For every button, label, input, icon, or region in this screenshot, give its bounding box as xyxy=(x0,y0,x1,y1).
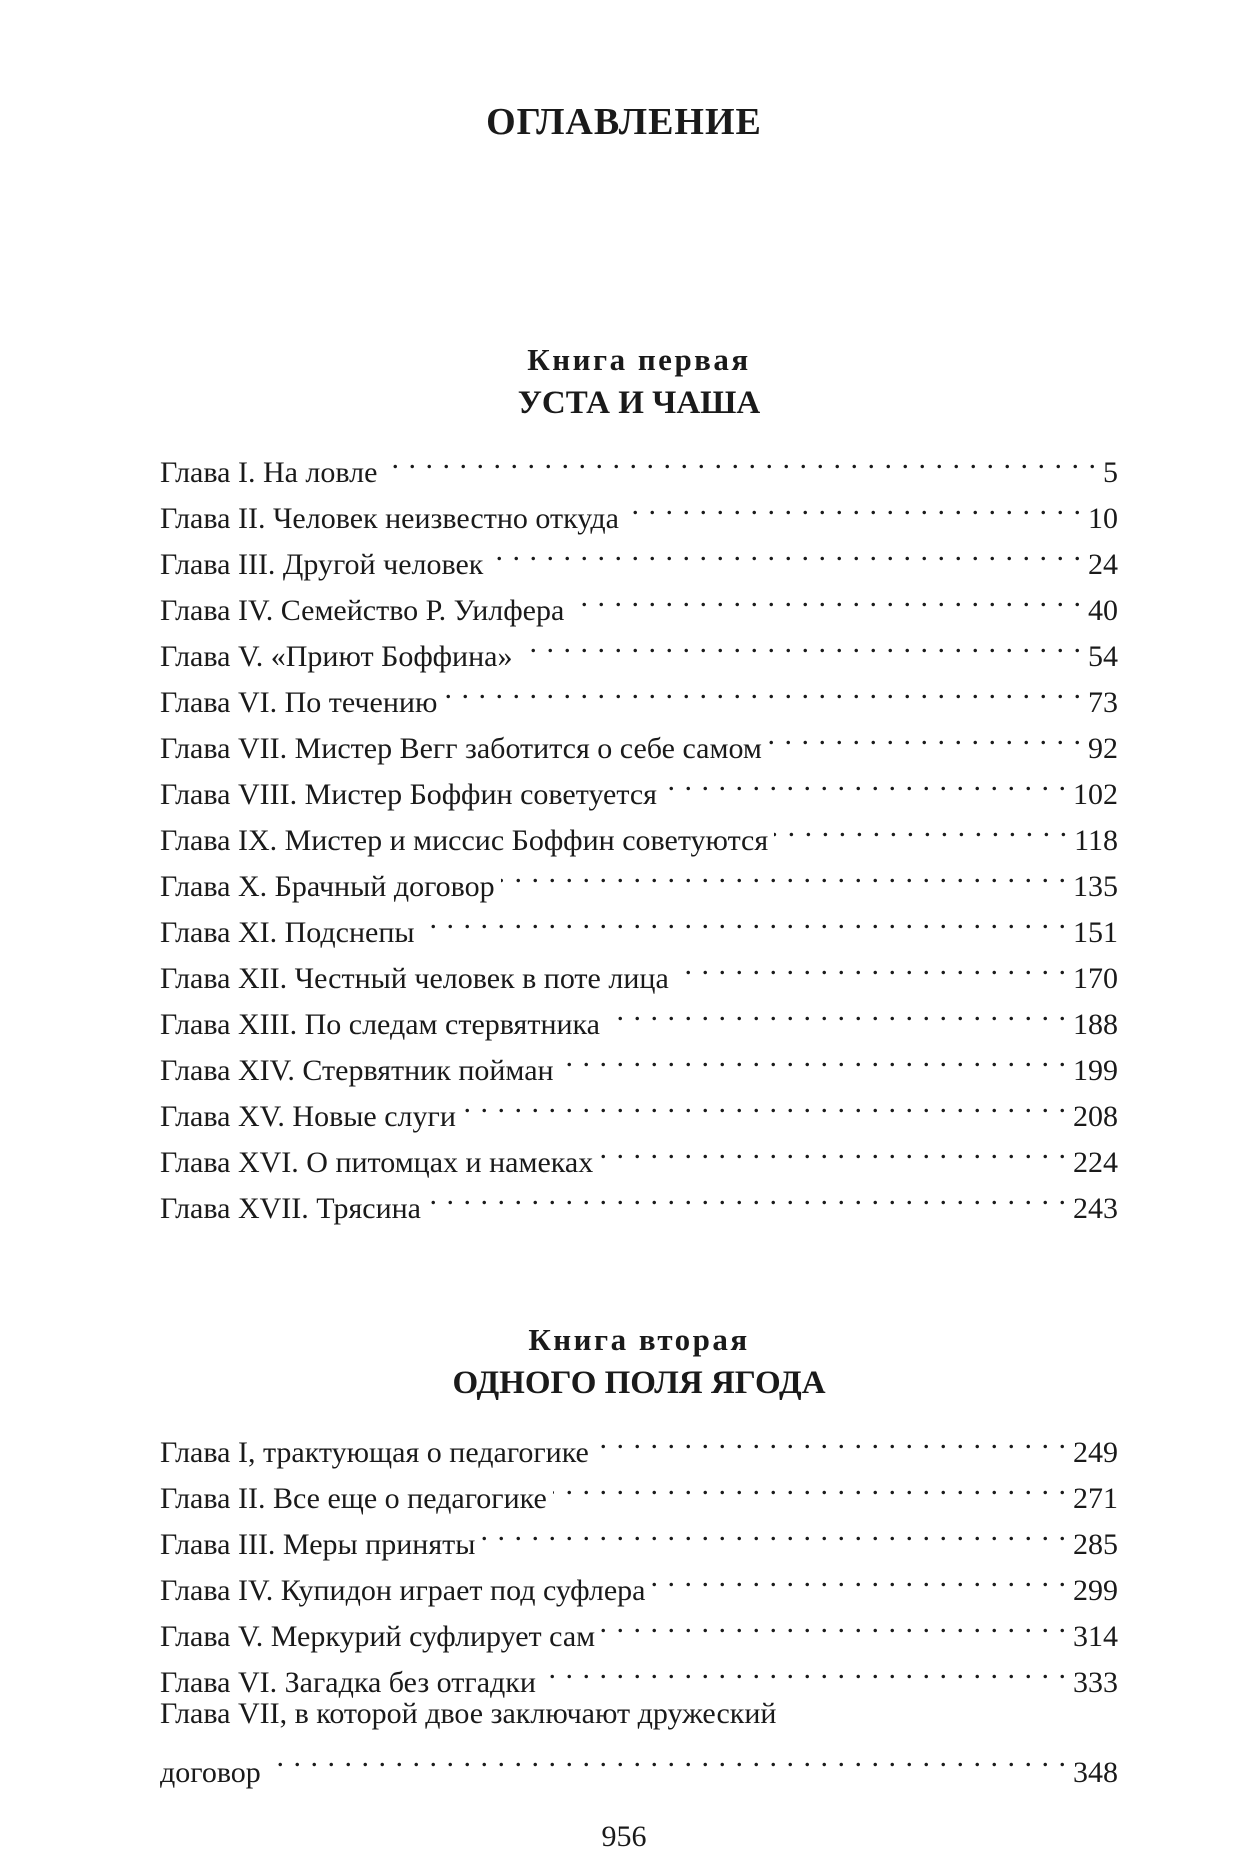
toc-entry[interactable] xyxy=(160,1416,1118,1469)
toc-entry-page: 299 xyxy=(1073,1574,1118,1607)
toc-entry-label: Глава III. Меры приняты xyxy=(160,1528,476,1561)
dot-leader xyxy=(427,1172,1067,1218)
toc-entry-label: Глава XVII. Трясина xyxy=(160,1192,421,1225)
dot-leader xyxy=(501,850,1067,896)
toc-entry-label: Глава V. «Приют Боффина» xyxy=(160,640,513,673)
toc-entry-label: Глава III. Другой человек xyxy=(160,548,484,581)
dot-leader xyxy=(570,574,1082,620)
dot-leader xyxy=(553,1462,1067,1508)
toc-entry-page: 271 xyxy=(1073,1482,1118,1515)
toc-entry-label: Глава IV. Купидон играет под суфлера xyxy=(160,1574,646,1607)
page-title: ОГЛАВЛЕНИЕ xyxy=(486,101,762,143)
toc-entry-label: Глава V. Меркурий суфлирует сам xyxy=(160,1620,596,1653)
dot-leader xyxy=(663,758,1067,804)
toc-entry-label: Глава I. На ловле xyxy=(160,456,378,489)
toc-entry-label: Глава VIII. Мистер Боффин советуется xyxy=(160,778,657,811)
dot-leader xyxy=(267,1736,1067,1782)
toc-entry-label: Глава VI. Загадка без отгадки xyxy=(160,1666,536,1699)
toc-entry-label: Глава VII, в которой двое заключают дружеский xyxy=(160,1697,777,1730)
toc-entry-page: 40 xyxy=(1088,594,1118,627)
dot-leader xyxy=(462,1080,1067,1126)
dot-leader xyxy=(774,804,1068,850)
toc-entry-page: 24 xyxy=(1088,548,1118,581)
toc-entry-page: 92 xyxy=(1088,732,1118,765)
toc-entry-label: Глава IV. Семейство Р. Уилфера xyxy=(160,594,565,627)
page-number: 956 xyxy=(601,1820,647,1853)
toc-entry-page: 135 xyxy=(1073,870,1118,903)
book-two-section xyxy=(160,1320,1118,1789)
toc-entry-label: Глава X. Брачный договор xyxy=(160,870,495,903)
toc-entry-label: Глава XIII. По следам стервятника xyxy=(160,1008,600,1041)
dot-leader xyxy=(383,436,1097,482)
toc-entry-page: 118 xyxy=(1074,824,1118,857)
dot-leader xyxy=(606,988,1067,1034)
toc-entry-page: 73 xyxy=(1088,686,1118,719)
dot-leader xyxy=(601,1600,1067,1646)
toc-entry-label: Глава II. Человек неизвестно откуда xyxy=(160,502,619,535)
dot-leader xyxy=(542,1646,1067,1692)
toc-entry-label: Глава XVI. О питомцах и намеках xyxy=(160,1146,594,1179)
toc-entry[interactable] xyxy=(160,1692,1118,1789)
dot-leader xyxy=(489,528,1082,574)
toc-entry-label: Глава XI. Подснепы xyxy=(160,916,415,949)
dot-leader xyxy=(595,1416,1067,1462)
toc-entry-page: 102 xyxy=(1073,778,1118,811)
dot-leader xyxy=(481,1508,1067,1554)
toc-entry-page: 224 xyxy=(1073,1146,1118,1179)
toc-entry-label: Глава II. Все еще о педагогике xyxy=(160,1482,547,1515)
toc-entry-page: 151 xyxy=(1073,916,1118,949)
book-one-label: Книга первая xyxy=(527,342,751,377)
toc-entry-page: 314 xyxy=(1073,1620,1118,1653)
toc-entry-page: 5 xyxy=(1103,456,1118,489)
toc-entry-page: 199 xyxy=(1073,1054,1118,1087)
toc-entry-page: 170 xyxy=(1073,962,1118,995)
toc-entry-page: 208 xyxy=(1073,1100,1118,1133)
toc-entry-label: Глава VI. По течению xyxy=(160,686,438,719)
toc-entry-page: 333 xyxy=(1073,1666,1118,1699)
dot-leader xyxy=(560,1034,1067,1080)
toc-entry-label: Глава IX. Мистер и миссис Боффин советуются xyxy=(160,824,769,857)
dot-leader xyxy=(599,1126,1067,1172)
dot-leader xyxy=(625,482,1082,528)
toc-entry-label: Глава XII. Честный человек в поте лица xyxy=(160,962,669,995)
toc-entry-continuation xyxy=(160,1736,1118,1789)
dot-leader xyxy=(675,942,1067,988)
toc-entry-page: 348 xyxy=(1073,1756,1118,1789)
dot-leader xyxy=(518,620,1082,666)
toc-entry-page: 285 xyxy=(1073,1528,1118,1561)
book-one-title: УСТА И ЧАША xyxy=(517,385,761,421)
toc-entry-label: Глава VII. Мистер Вегг заботится о себе самом xyxy=(160,732,762,765)
dot-leader xyxy=(443,666,1082,712)
toc-entry-page: 243 xyxy=(1073,1192,1118,1225)
toc-entry[interactable] xyxy=(160,436,1118,489)
toc-entry-page: 10 xyxy=(1088,502,1118,535)
toc-entry-page: 249 xyxy=(1073,1436,1118,1469)
toc-entry-label: Глава XIV. Стервятник пойман xyxy=(160,1054,554,1087)
toc-entry-label: Глава I, трактующая о педагогике xyxy=(160,1436,589,1469)
toc-entry-page: 188 xyxy=(1073,1008,1118,1041)
toc-entry-label-cont: договор xyxy=(160,1756,261,1789)
dot-leader xyxy=(651,1554,1067,1600)
book-two-title: ОДНОГО ПОЛЯ ЯГОДА xyxy=(452,1365,826,1401)
book-two-label: Книга вторая xyxy=(528,1322,750,1357)
dot-leader xyxy=(768,712,1082,758)
toc-entry-page: 54 xyxy=(1088,640,1118,673)
toc-entry-label: Глава XV. Новые слуги xyxy=(160,1100,456,1133)
book-one-section xyxy=(160,340,1118,1225)
dot-leader xyxy=(421,896,1067,942)
